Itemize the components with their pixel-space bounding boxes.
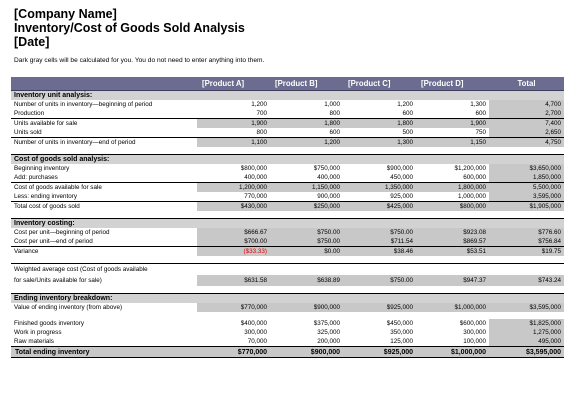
cell: $900,000 <box>270 347 343 358</box>
cell[interactable]: 1,200 <box>397 101 413 108</box>
total-cell: 1,275,000 <box>489 328 564 337</box>
cell: 1,100 <box>197 138 270 148</box>
cell[interactable]: $800,000 <box>240 165 267 172</box>
cell: 1,800 <box>270 119 343 129</box>
cell[interactable]: $375,000 <box>313 320 340 327</box>
cell: $638.89 <box>270 275 343 286</box>
spacer-row <box>11 211 564 219</box>
table-row <box>11 173 564 183</box>
cell[interactable]: $1,200,000 <box>454 165 486 172</box>
total-cell: $3,650,000 <box>489 164 564 173</box>
total-cell: $756.84 <box>489 237 564 247</box>
table-row <box>11 264 564 276</box>
row-label: Less: ending inventory <box>14 193 78 200</box>
cell[interactable]: 600 <box>402 110 413 117</box>
cell[interactable]: $400,000 <box>240 320 267 327</box>
cell: $925,000 <box>343 303 416 312</box>
cell[interactable]: 700 <box>256 110 267 117</box>
cell[interactable]: 325,000 <box>317 329 340 336</box>
column-header-product-c[interactable]: [Product C] <box>343 77 416 91</box>
row-label: Production <box>14 110 45 117</box>
cell: $38.46 <box>343 247 416 257</box>
cell: $700.00 <box>197 237 270 247</box>
cell: 1,350,000 <box>343 183 416 193</box>
cell: 1,900 <box>197 119 270 129</box>
report-date: [Date] <box>14 35 50 49</box>
row-label: Add: purchases <box>14 174 58 181</box>
cell[interactable]: 300,000 <box>463 329 486 336</box>
cell: $869.57 <box>416 237 489 247</box>
cell: $666.67 <box>197 228 270 237</box>
row-label: for sale/Units available for sale) <box>14 277 102 284</box>
cell: $711.54 <box>343 237 416 247</box>
table-row <box>11 303 564 312</box>
total-cell: 495,000 <box>489 337 564 347</box>
total-cell: $1,825,000 <box>489 319 564 328</box>
table-row <box>11 328 564 337</box>
cell[interactable]: 900,000 <box>317 193 340 200</box>
cell[interactable]: 400,000 <box>317 174 340 181</box>
cell: $0.00 <box>270 247 343 257</box>
cell[interactable]: 800 <box>329 110 340 117</box>
section-title: Inventory unit analysis: <box>11 91 564 101</box>
inventory-table <box>11 77 564 358</box>
cell: $631.58 <box>197 275 270 286</box>
total-cell: 4,700 <box>489 100 564 109</box>
row-label: Work in progress <box>14 329 62 336</box>
section-title: Inventory costing: <box>11 219 564 229</box>
table-row <box>11 128 564 138</box>
total-cell: 3,595,000 <box>489 192 564 202</box>
row-label: Variance <box>11 247 197 257</box>
row-label: Cost per unit—end of period <box>14 238 93 245</box>
row-label: Beginning inventory <box>14 165 70 172</box>
cell[interactable]: 70,000 <box>247 338 267 345</box>
total-cell: 2,700 <box>489 109 564 119</box>
cell: $1,000,000 <box>416 347 489 358</box>
cell: 1,200 <box>270 138 343 148</box>
cell: $750.00 <box>270 228 343 237</box>
cell[interactable]: 100,000 <box>463 338 486 345</box>
row-label: Cost of goods available for sale <box>11 183 197 193</box>
total-cell: $776.60 <box>489 228 564 237</box>
cell: $947.37 <box>416 275 489 286</box>
column-header-total: Total <box>489 77 564 91</box>
column-header-product-d[interactable]: [Product D] <box>416 77 489 91</box>
cell[interactable]: 1,200 <box>251 101 267 108</box>
table-row <box>11 337 564 347</box>
cell: $53.51 <box>416 247 489 257</box>
total-cell: $743.24 <box>489 275 564 286</box>
table-row <box>11 164 564 173</box>
section-header-units <box>11 91 564 101</box>
cell[interactable]: 1,000,000 <box>457 193 486 200</box>
cell[interactable]: 600 <box>475 110 486 117</box>
cell[interactable]: 500 <box>402 129 413 136</box>
cell: $770,000 <box>197 347 270 358</box>
cell <box>197 247 270 257</box>
section-header-cogs <box>11 155 564 165</box>
total-cell: 5,500,000 <box>489 183 564 193</box>
cell[interactable]: $600,000 <box>459 320 486 327</box>
section-header-costing <box>11 219 564 229</box>
row-label: Number of units in inventory—end of period <box>11 138 197 148</box>
cell: $430,000 <box>197 202 270 212</box>
cell: 1,200,000 <box>197 183 270 193</box>
cell[interactable]: 1,300 <box>470 101 486 108</box>
row-label: Cost per unit—beginning of period <box>14 229 110 236</box>
table-row <box>11 100 564 109</box>
cell[interactable]: 600,000 <box>463 174 486 181</box>
total-cell: $19.75 <box>489 247 564 257</box>
cell[interactable]: 400,000 <box>244 174 267 181</box>
cell[interactable]: $750,000 <box>313 165 340 172</box>
cell: 1,800,000 <box>416 183 489 193</box>
spacer-row <box>11 312 564 319</box>
total-cell: 7,400 <box>489 119 564 129</box>
cell: $750.00 <box>343 275 416 286</box>
cell: 1,800 <box>343 119 416 129</box>
table-row <box>11 202 564 212</box>
table-row <box>11 247 564 257</box>
cell: 1,150,000 <box>270 183 343 193</box>
spacer-row <box>11 147 564 155</box>
report-title: Inventory/Cost of Goods Sold Analysis <box>14 21 245 35</box>
row-label: Units available for sale <box>11 119 197 129</box>
total-cell: 2,650 <box>489 128 564 138</box>
cell[interactable]: 750 <box>475 129 486 136</box>
spacer-row <box>11 256 564 264</box>
instruction-note: Dark gray cells will be calculated for you. You do not need to enter anything into them. <box>14 57 265 64</box>
row-label: Finished goods inventory <box>14 320 85 327</box>
row-label: Total cost of goods sold <box>11 202 197 212</box>
cell: 1,900 <box>416 119 489 129</box>
column-header-product-b[interactable]: [Product B] <box>270 77 343 91</box>
column-header-product-a[interactable]: [Product A] <box>197 77 270 91</box>
cell: $900,000 <box>270 303 343 312</box>
table-row <box>11 237 564 247</box>
cell[interactable]: $900,000 <box>386 165 413 172</box>
spacer-row <box>11 286 564 294</box>
row-label: Value of ending inventory (from above) <box>14 304 123 311</box>
cell: $770,000 <box>197 303 270 312</box>
table-row <box>11 138 564 148</box>
company-name: [Company Name] <box>14 7 117 21</box>
table-row <box>11 109 564 119</box>
table-row <box>11 192 564 202</box>
row-label: Raw materials <box>14 338 54 345</box>
cell: 1,300 <box>343 138 416 148</box>
total-cell: $3,595,000 <box>489 347 564 358</box>
section-title: Cost of goods sold analysis: <box>11 155 564 165</box>
section-header-breakdown <box>11 294 564 304</box>
section-title: Ending inventory breakdown: <box>11 294 564 304</box>
cell: $923.08 <box>416 228 489 237</box>
table-row <box>11 228 564 237</box>
table-row <box>11 183 564 193</box>
cell[interactable]: 770,000 <box>244 193 267 200</box>
row-label: Number of units in inventory—beginning of period <box>14 101 153 108</box>
cell[interactable]: 125,000 <box>390 338 413 345</box>
cell[interactable]: 925,000 <box>390 193 413 200</box>
negative-value: ($33.33) <box>243 248 267 255</box>
total-cell: $1,905,000 <box>489 202 564 212</box>
cell: $925,000 <box>343 347 416 358</box>
cell: $750.00 <box>343 228 416 237</box>
cell: $800,000 <box>416 202 489 212</box>
row-label: Total ending inventory <box>11 347 197 358</box>
blank-cell <box>197 264 564 276</box>
table-row <box>11 319 564 328</box>
cell: $1,000,000 <box>416 303 489 312</box>
total-ending-inventory-row <box>11 347 564 358</box>
cell[interactable]: 300,000 <box>244 329 267 336</box>
cell: $425,000 <box>343 202 416 212</box>
column-header-row <box>11 77 564 91</box>
cell[interactable]: $450,000 <box>386 320 413 327</box>
header-blank-cell <box>11 77 197 91</box>
row-label: Units sold <box>14 129 42 136</box>
total-cell: 1,850,000 <box>489 173 564 183</box>
cell[interactable]: 1,000 <box>324 101 340 108</box>
cell[interactable]: 350,000 <box>390 329 413 336</box>
total-cell: 4,750 <box>489 138 564 148</box>
cell[interactable]: 200,000 <box>317 338 340 345</box>
cell: $250,000 <box>270 202 343 212</box>
table-row <box>11 119 564 129</box>
cell[interactable]: 800 <box>256 129 267 136</box>
row-label: Weighted average cost (Cost of goods available <box>11 264 197 276</box>
table-row <box>11 275 564 286</box>
cell: $750.00 <box>270 237 343 247</box>
cell[interactable]: 450,000 <box>390 174 413 181</box>
total-cell: $3,595,000 <box>489 303 564 312</box>
cell: 1,150 <box>416 138 489 148</box>
cell[interactable]: 600 <box>329 129 340 136</box>
